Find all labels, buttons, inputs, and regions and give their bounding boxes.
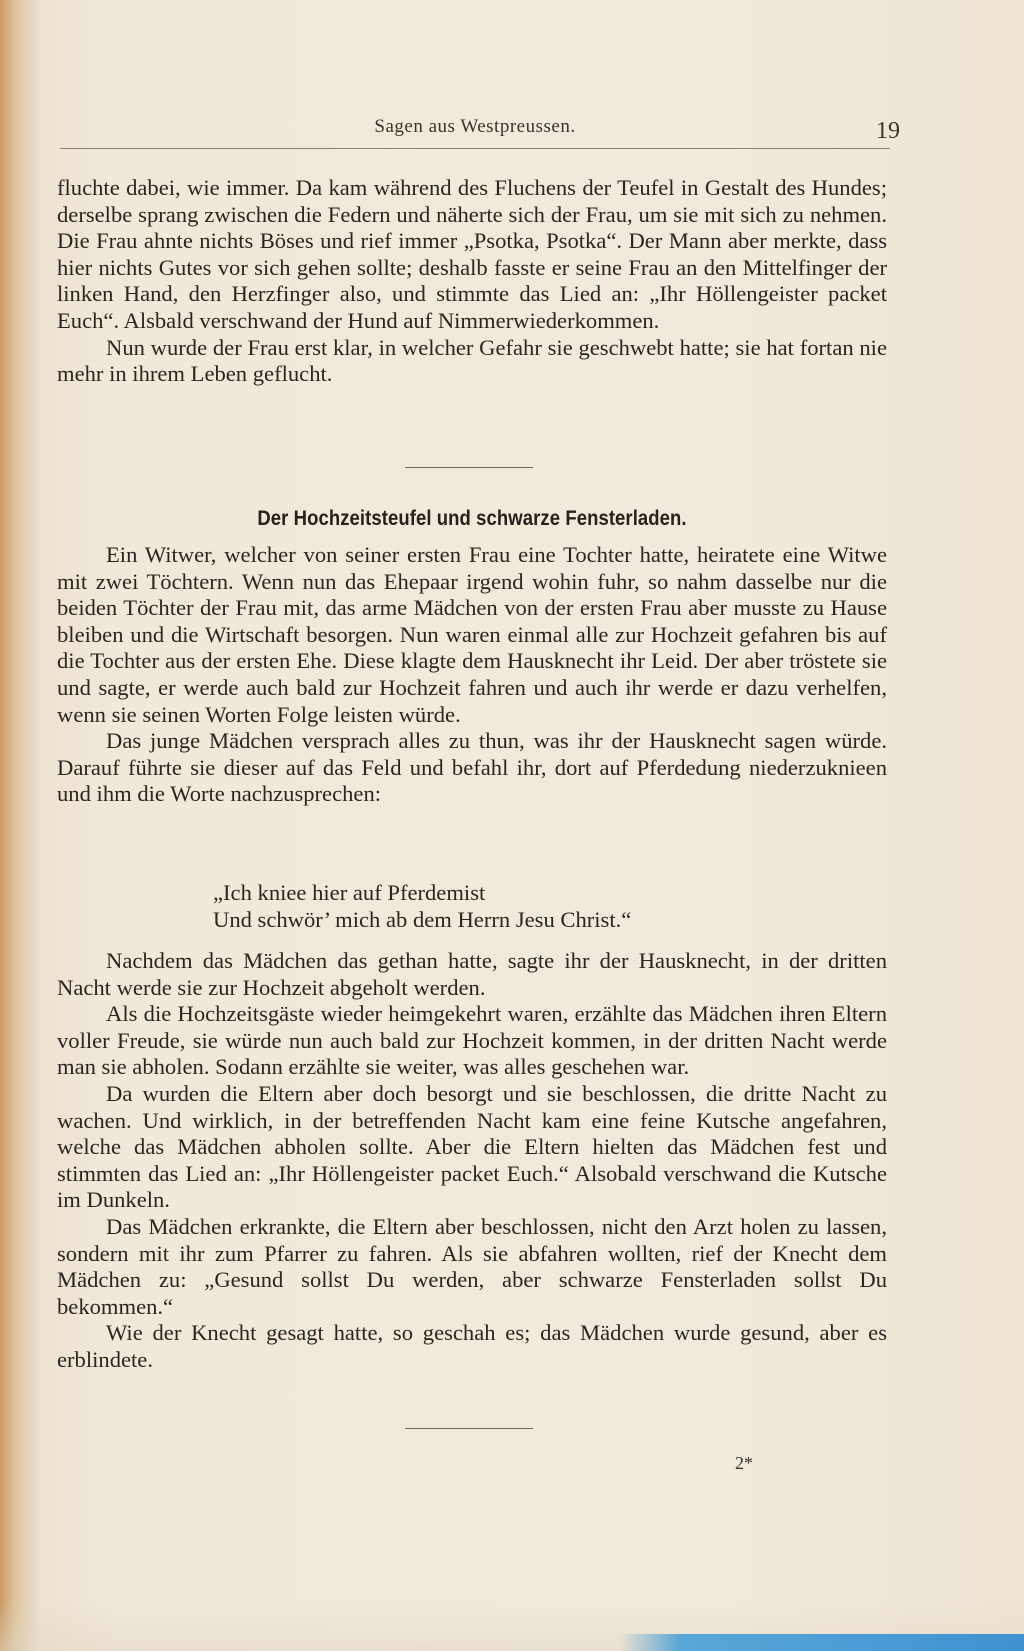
signature-mark: 2* (735, 1453, 753, 1473)
story-text-after-verse (57, 948, 887, 1374)
section-divider (405, 467, 533, 468)
intro-text (57, 175, 887, 388)
story-paragraph: Als die Hochzeitsgäste wieder heimgekehrt waren, erzählte das Mädchen ihren Eltern voller Freude, sie würde nun auch bald zur Hochzeit kommen, in der dritten Nacht werde man sie abholen. Sodann erzählte sie weiter, was alles geschehen war. (57, 1001, 887, 1080)
story-paragraph: Das Mädchen erkrankte, die Eltern aber beschlossen, nicht den Arzt holen zu lassen, sondern mit ihr zum Pfarrer zu fahren. Als sie abfahren wollten, rief der Knecht dem Mädchen zu: „Gesund sollst Du werden, aber schwarze Fensterladen sollst Du bekommen.“ (57, 1213, 887, 1319)
running-head-title: Sagen aus Westpreussen. (374, 116, 576, 137)
header-rule (60, 148, 890, 149)
story-paragraph: Da wurden die Eltern aber doch besorgt und sie beschlossen, die dritte Nacht zu wachen. Und wirklich, in der betreffenden Nacht kam eine feine Kutsche angefahren, welche das Mädchen abholen sollte. Aber die Eltern hielten das Mädchen fest und stimmten das Lied an: „Ihr Höllengeister packet Euch.“ Alsobald verschwand die Kutsche im Dunkeln. (57, 1080, 887, 1213)
scan-edge-bar (0, 1634, 1024, 1651)
story-paragraph: Das junge Mädchen versprach alles zu thun, was ihr der Hausknecht sagen würde. Darauf führte sie dieser auf das Feld und befahl ihr, dort auf Pferdedung niederzuknieen und ihm die Worte nachzusprechen: (57, 728, 887, 807)
running-head (60, 116, 900, 150)
page-number: 19 (876, 118, 900, 144)
verse-block (213, 880, 813, 933)
verse-line: Und schwör’ mich ab dem Herrn Jesu Christ.“ (213, 906, 632, 932)
intro-paragraph: Nun wurde der Frau erst klar, in welcher Gefahr sie geschwebt hatte; sie hat fortan nie mehr in ihrem Leben geflucht. (57, 334, 887, 387)
story-paragraph: Wie der Knecht gesagt hatte, so geschah es; das Mädchen wurde gesund, aber es erblindete. (57, 1320, 887, 1372)
section-divider (405, 1428, 533, 1429)
story-paragraph: Nachdem das Mädchen das gethan hatte, sagte ihr der Hausknecht, in der dritten Nacht werde sie zur Hochzeit abgeholt werden. (57, 948, 887, 1000)
intro-paragraph: fluchte dabei, wie immer. Da kam während des Fluchens der Teufel in Gestalt des Hundes; derselbe sprang zwischen die Federn und näherte sich der Frau, um sie mit sich zu nehmen. Die Frau ahnte nichts Böses und rief immer „Psotka, Psotka“. Der Mann aber merkte, dass hier nichts Gutes vor sich gehen sollte; deshalb fasste er seine Frau an den Mittelfinger der linken Hand, den Herzfinger also, und stimmte das Lied an: „Ihr Höllengeister packet Euch“. Alsbald verschwand der Hund auf Nimmerwiederkommen. (57, 175, 887, 333)
story-title: Der Hochzeitsteufel und schwarze Fensterladen. (257, 506, 687, 530)
story-paragraph: Ein Witwer, welcher von seiner ersten Frau eine Tochter hatte, heiratete eine Witwe mit zwei Töchtern. Wenn nun das Ehepaar irgend wohin fuhr, so nahm dasselbe nur die beiden Töchter der Frau mit, das arme Mädchen von der ersten Frau aber musste zu Hause bleiben und die Wirtschaft besorgen. Nun waren einmal alle zur Hochzeit gefahren bis auf die Tochter aus der ersten Ehe. Diese klagte dem Hausknecht ihr Leid. Der aber tröstete sie und sagte, er werde auch bald zur Hochzeit fahren und auch ihr werde er dazu verhelfen, wenn sie seinen Worten Folge leisten würde. (57, 542, 887, 727)
story-text-before-verse (57, 542, 887, 808)
verse-line: „Ich kniee hier auf Pferdemist (213, 880, 486, 905)
